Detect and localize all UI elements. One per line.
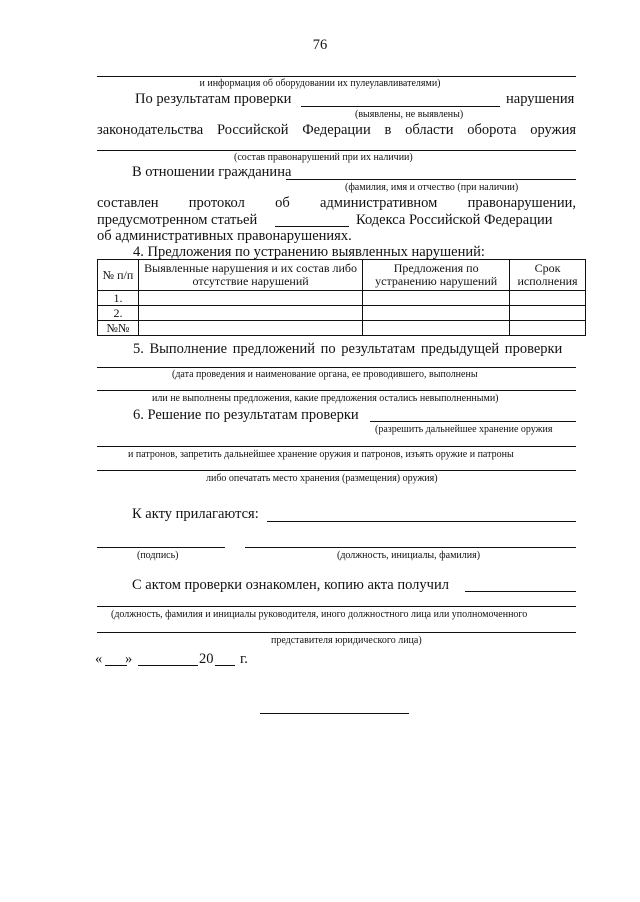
law-word: Федерации [302,122,371,138]
table-row [98,291,586,306]
results-blank[interactable] [301,106,500,107]
table-cell[interactable] [363,321,510,336]
table-cell[interactable] [138,291,362,306]
note-section-6-1: (разрешить дальнейшее хранение оружия [375,424,553,435]
results-prefix: По результатам проверки [135,91,292,107]
note-section-6-2: и патронов, запретить дальнейшее хранение оружия и патронов, изъять оружие и патроны [128,449,514,460]
table-cell: 2. [98,306,139,321]
note-equipment: и информация об оборудовании их пулеулавливателями) [199,78,441,89]
attachments-label: К акту прилагаются: [132,506,259,522]
table-header-cell: Срок исполнения [510,260,586,291]
table-row [98,321,586,336]
citizen-label: В отношении гражданина [132,164,292,180]
table-cell: 1. [98,291,139,306]
table-cell[interactable] [510,321,586,336]
table-cell[interactable] [363,306,510,321]
note-fio: (фамилия, имя и отчество (при наличии) [345,182,519,193]
table-row [98,306,586,321]
table-cell[interactable] [510,291,586,306]
acknowledged-label: С актом проверки ознакомлен, копию акта получил [132,577,449,593]
table-cell[interactable] [363,291,510,306]
note-section-5-1: (дата проведения и наименование органа, ее проводившего, выполнены [172,369,478,380]
protocol-word: об [275,195,290,211]
note-position: (должность, инициалы, фамилия) [337,550,481,561]
section-6-title: 6. Решение по результатам проверки [133,407,359,423]
date-year-prefix: 20 [199,651,214,667]
acknowledged-blank[interactable] [465,591,576,592]
note-composition: (состав правонарушений при их наличии) [234,152,413,163]
protocol-prefix: предусмотренном статьей [97,212,258,228]
section-6-blank-3[interactable] [97,470,576,471]
protocol-word: правонарушении, [467,195,577,211]
attachments-blank[interactable] [267,521,576,522]
table-cell[interactable] [138,306,362,321]
section-5-blank-2[interactable] [97,390,576,391]
article-blank[interactable] [275,226,349,227]
law-word: области [405,122,454,138]
blank-line [97,76,576,77]
composition-blank[interactable] [97,150,576,151]
table-header-cell: Предложения по устранению нарушений [363,260,510,291]
acknowledged-blank-3[interactable] [97,632,576,633]
date-year-suffix: г. [240,651,248,667]
law-word: законодательства [97,122,204,138]
note-acknowledged-1: (должность, фамилия и инициалы руководителя, иного должностного лица или уполномоченного [111,609,528,620]
law-word: в [384,122,392,138]
section-6-blank-1[interactable] [370,421,576,422]
note-found: (выявлены, не выявлены) [355,109,464,120]
date-month-blank[interactable] [138,665,198,666]
note-section-6-3: либо опечатать место хранения (размещения) оружия) [206,473,438,484]
table-header-row [98,260,586,291]
citizen-blank[interactable] [286,179,576,180]
law-line [97,122,576,139]
position-blank[interactable] [245,547,576,548]
table-header-cell: Выявленные нарушения и их состав либо отсутствие нарушений [138,260,362,291]
note-section-5-2: или не выполнены предложения, какие предложения остались невыполненными) [152,393,499,404]
law-word: оборота [467,122,517,138]
footer-separator [260,713,409,714]
violations-table [97,259,586,336]
section-4-title: 4. Предложения по устранению выявленных нарушений: [133,244,485,260]
acknowledged-blank-2[interactable] [97,606,576,607]
date-day-blank[interactable] [105,665,127,666]
protocol-line-1 [97,195,576,212]
signature-blank[interactable] [97,547,225,548]
table-cell[interactable] [138,321,362,336]
table-cell[interactable] [510,306,586,321]
protocol-line-3: об административных правонарушениях. [97,228,352,244]
table-header-cell: № п/п [98,260,139,291]
protocol-word: составлен [97,195,159,211]
section-5-title: 5. Выполнение предложений по результатам предыдущей проверки [133,341,563,357]
note-acknowledged-2: представителя юридического лица) [271,635,422,646]
law-word: оружия [530,122,577,138]
law-word: Российской [217,122,289,138]
note-signature: (подпись) [137,550,179,561]
table-cell: №№ [98,321,139,336]
date-close-quote: » [125,651,133,667]
results-suffix: нарушения [506,91,575,107]
section-5-blank-1[interactable] [97,367,576,368]
date-open-quote: « [95,651,103,667]
protocol-suffix: Кодекса Российской Федерации [356,212,553,228]
protocol-word: протокол [188,195,245,211]
section-6-blank-2[interactable] [97,446,576,447]
date-year-blank[interactable] [215,665,235,666]
page-number: 76 [312,37,328,53]
protocol-word: административном [319,195,438,211]
